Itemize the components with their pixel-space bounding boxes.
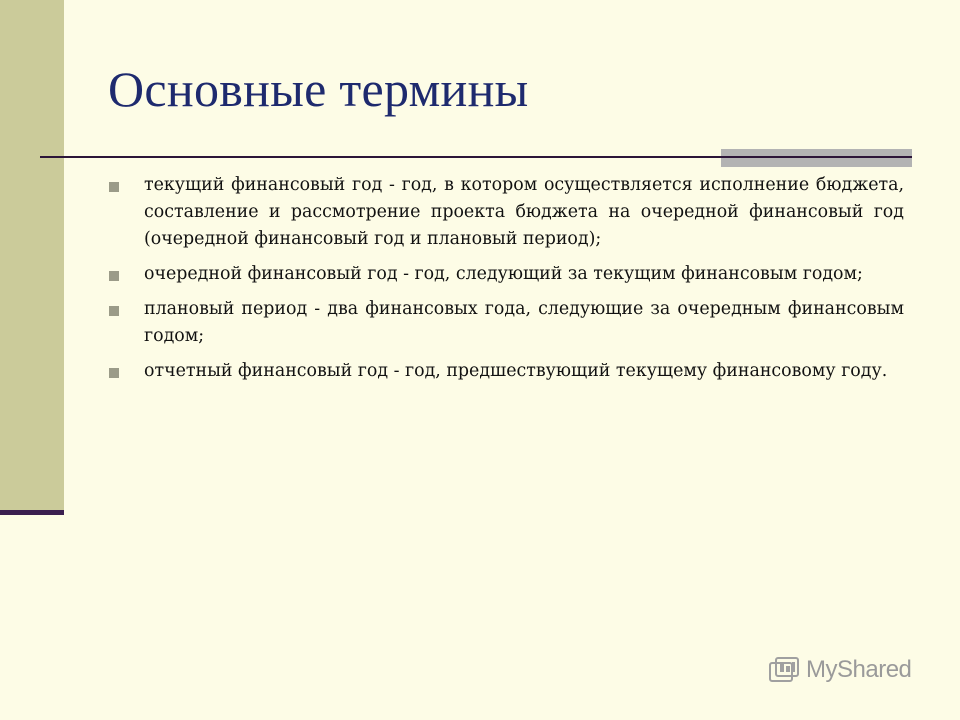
title-rule-accent-line <box>721 156 912 158</box>
bullet-text: отчетный финансовый год - год, предшествующий текущему финансовому году. <box>144 361 888 381</box>
bullet-list <box>108 172 904 393</box>
square-bullet-icon <box>109 182 119 192</box>
bullet-item <box>108 358 904 385</box>
side-band-underline <box>0 510 64 515</box>
bullet-text: очередной финансовый год - год, следующий за текущим финансовым годом; <box>144 264 863 284</box>
title-rule-accent <box>721 149 912 167</box>
bullet-item <box>108 172 904 253</box>
bullet-text: текущий финансовый год - год, в котором осуществляется исполнение бюджета, составление и рассмотрение проекта бюджета на очередной финансовый год (очередной финансовый год и плановый период); <box>144 175 904 249</box>
bullet-text: плановый период - два финансовых года, следующие за очередным финансовым годом; <box>144 299 904 346</box>
myshared-logo-icon <box>768 655 800 685</box>
slide-title: Основные термины <box>108 61 529 117</box>
square-bullet-icon <box>109 306 119 316</box>
bullet-item <box>108 296 904 350</box>
square-bullet-icon <box>109 368 119 378</box>
square-bullet-icon <box>109 271 119 281</box>
watermark-text: MyShared <box>806 656 912 683</box>
bullet-item <box>108 261 904 288</box>
myshared-watermark <box>768 655 911 685</box>
side-band <box>0 0 64 512</box>
